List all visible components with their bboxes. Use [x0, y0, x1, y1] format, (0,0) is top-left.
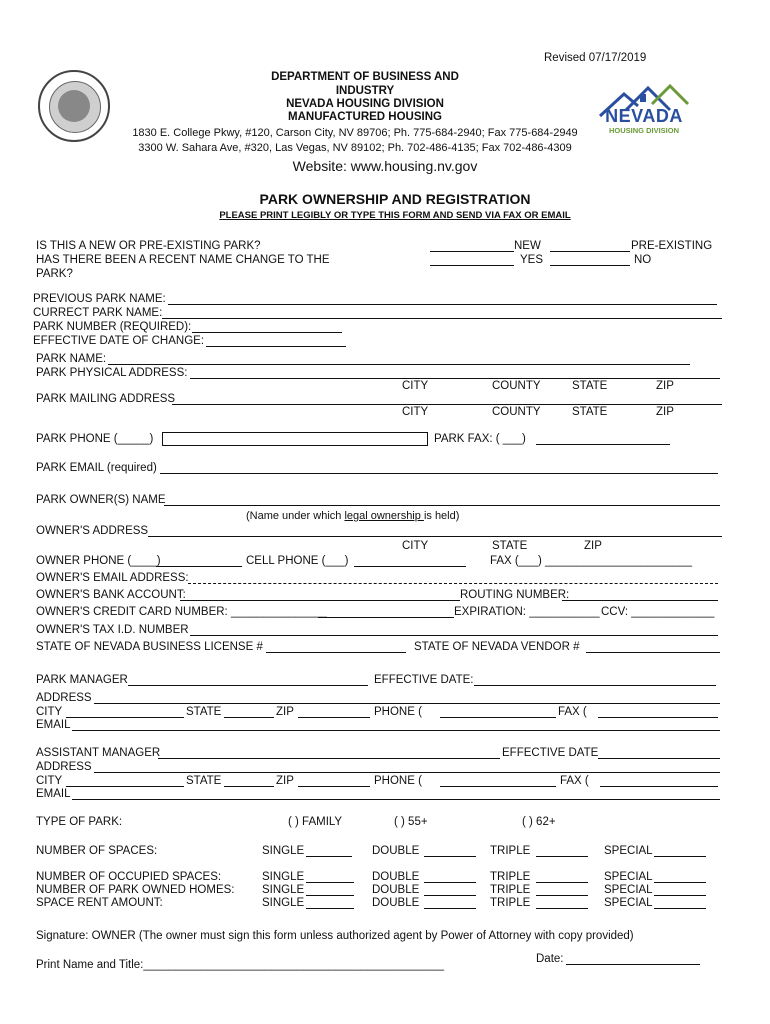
park-physical-address-field[interactable] — [190, 378, 720, 379]
tax-id-label: OWNER'S TAX I.D. NUMBER — [36, 624, 189, 636]
rent-triple-label: TRIPLE — [490, 897, 531, 909]
rent-double-label: DOUBLE — [372, 897, 420, 909]
yes-checkline[interactable] — [430, 265, 514, 266]
owner-phone-label: OWNER PHONE (____) — [36, 555, 161, 567]
logo-text: NEVADA — [605, 106, 683, 126]
owner-city-label: CITY — [402, 540, 429, 552]
assistant-address-field[interactable] — [94, 772, 720, 773]
assistant-city-label: CITY — [36, 775, 63, 787]
assistant-effective-date-label: EFFECTIVE DATE — [502, 747, 599, 759]
park-physical-address-label: PARK PHYSICAL ADDRESS: — [36, 367, 188, 379]
occupied-single-field[interactable] — [306, 882, 354, 883]
manager-zip-label: ZIP — [276, 706, 294, 718]
owned-special-field[interactable] — [654, 895, 706, 896]
assistant-city-field[interactable] — [66, 786, 184, 787]
manager-state-label: STATE — [186, 706, 222, 718]
owned-double-label: DOUBLE — [372, 884, 420, 896]
park-number-label: PARK NUMBER (REQUIRED): — [33, 321, 192, 333]
owners-email-field[interactable] — [188, 583, 718, 584]
effective-date-change-field[interactable] — [206, 346, 346, 347]
owned-double-field[interactable] — [424, 895, 476, 896]
rent-double-field[interactable] — [424, 908, 476, 909]
question-new-park: IS THIS A NEW OR PRE-EXISTING PARK? — [36, 240, 261, 252]
park-mailing-address-field[interactable] — [172, 404, 722, 405]
park-phone-label: PARK PHONE (_____) — [36, 433, 154, 445]
routing-number-label: ROUTING NUMBER: — [460, 589, 570, 601]
credit-card-field[interactable] — [318, 617, 454, 618]
owned-triple-field[interactable] — [536, 895, 588, 896]
owners-address-label: OWNER'S ADDRESS — [36, 525, 149, 537]
assistant-effective-date-field[interactable] — [598, 758, 720, 759]
county-label: COUNTY — [492, 380, 541, 392]
park-name-label: PARK NAME: — [36, 353, 107, 365]
legal-ownership-note: (Name under which legal ownership is held) — [246, 510, 460, 522]
family-checkbox[interactable]: ( ) FAMILY — [288, 816, 343, 828]
county-label-2: COUNTY — [492, 406, 541, 418]
owners-bank-label: OWNER'S BANK ACCOUNT: — [36, 589, 186, 601]
number-of-spaces-label: NUMBER OF SPACES: — [36, 845, 158, 857]
ccv-field[interactable]: CCV: _____________ — [601, 606, 715, 618]
sixtytwo-checkbox[interactable]: ( ) 62+ — [522, 816, 556, 828]
date-label: Date: — [536, 953, 564, 965]
state-label-2: STATE — [572, 406, 608, 418]
pre-existing-label: PRE-EXISTING — [631, 240, 713, 252]
rent-special-field[interactable] — [654, 908, 706, 909]
assistant-phone-field[interactable] — [440, 786, 556, 787]
spaces-double-label: DOUBLE — [372, 845, 420, 857]
assistant-fax-field[interactable] — [600, 786, 718, 787]
question-name-change-cont: PARK? — [36, 268, 73, 280]
spaces-triple-label: TRIPLE — [490, 845, 531, 857]
space-rent-label: SPACE RENT AMOUNT: — [36, 897, 163, 909]
city-label: CITY — [402, 380, 429, 392]
owners-address-field[interactable] — [148, 536, 722, 537]
cell-phone-field[interactable] — [354, 566, 466, 567]
manager-city-label: CITY — [36, 706, 63, 718]
owner-zip-label: ZIP — [584, 540, 602, 552]
city-label-2: CITY — [402, 406, 429, 418]
occupied-triple-label: TRIPLE — [490, 871, 531, 883]
print-name-title-field[interactable]: Print Name and Title:_______________________________________________ — [36, 959, 444, 971]
rent-special-label: SPECIAL — [604, 897, 653, 909]
website: Website: www.housing.nv.gov — [292, 158, 478, 174]
manager-phone-field[interactable] — [440, 717, 556, 718]
no-checkline[interactable] — [550, 265, 630, 266]
zip-label-2: ZIP — [656, 406, 674, 418]
fiftyfive-checkbox[interactable]: ( ) 55+ — [394, 816, 428, 828]
manager-effective-date-field[interactable] — [474, 685, 716, 686]
new-label: NEW — [514, 240, 541, 252]
vendor-label: STATE OF NEVADA VENDOR # — [414, 641, 580, 653]
occupied-special-label: SPECIAL — [604, 871, 653, 883]
park-owned-homes-label: NUMBER OF PARK OWNED HOMES: — [36, 884, 235, 896]
assistant-state-label: STATE — [186, 775, 222, 787]
park-fax-field[interactable] — [536, 444, 670, 445]
park-owner-name-label: PARK OWNER(S) NAME — [36, 494, 166, 506]
assistant-zip-label: ZIP — [276, 775, 294, 787]
occupied-special-field[interactable] — [654, 882, 706, 883]
department-line-3: NEVADA HOUSING DIVISION — [286, 98, 444, 110]
occupied-single-label: SINGLE — [262, 871, 305, 883]
assistant-email-label: EMAIL — [36, 788, 71, 800]
manager-state-field[interactable] — [224, 717, 274, 718]
owner-state-label: STATE — [492, 540, 528, 552]
occupied-triple-field[interactable] — [536, 882, 588, 883]
address-carson-city: 1830 E. College Pkwy, #120, Carson City, NV 89706; Ph. 775-684-2940; Fax 775-684-2949 — [132, 127, 578, 139]
park-manager-field[interactable] — [128, 685, 368, 686]
tax-id-field[interactable] — [190, 635, 718, 636]
state-seal-icon — [38, 70, 110, 142]
credit-card-label[interactable]: OWNER'S CREDIT CARD NUMBER: _______________ — [36, 606, 327, 618]
manager-zip-field[interactable] — [298, 717, 370, 718]
yes-label: YES — [520, 254, 544, 266]
current-park-name-label: CURRECT PARK NAME: — [33, 307, 163, 319]
assistant-state-field[interactable] — [224, 786, 274, 787]
manager-effective-date-label: EFFECTIVE DATE: — [374, 674, 474, 686]
manager-phone-label: PHONE ( — [374, 706, 422, 718]
park-mailing-address-label: PARK MAILING ADDRESS — [36, 393, 176, 405]
owned-special-label: SPECIAL — [604, 884, 653, 896]
zip-label: ZIP — [656, 380, 674, 392]
owned-triple-label: TRIPLE — [490, 884, 531, 896]
spaces-triple-field[interactable] — [536, 856, 588, 857]
department-line-4: MANUFACTURED HOUSING — [288, 111, 442, 123]
type-of-park-label: TYPE OF PARK: — [36, 816, 123, 828]
manager-fax-field[interactable] — [598, 717, 718, 718]
rent-single-field[interactable] — [306, 908, 354, 909]
park-manager-label: PARK MANAGER — [36, 674, 128, 686]
state-label: STATE — [572, 380, 608, 392]
assistant-address-label: ADDRESS — [36, 761, 92, 773]
occupied-double-label: DOUBLE — [372, 871, 420, 883]
owned-single-label: SINGLE — [262, 884, 305, 896]
expiration-field[interactable]: EXPIRATION: ___________ — [454, 606, 600, 618]
park-number-field[interactable] — [192, 332, 342, 333]
business-license-label: STATE OF NEVADA BUSINESS LICENSE # — [36, 641, 263, 653]
rent-single-label: SINGLE — [262, 897, 305, 909]
spaces-special-label: SPECIAL — [604, 845, 653, 857]
effective-date-change-label: EFFECTIVE DATE OF CHANGE: — [33, 335, 205, 347]
manager-city-field[interactable] — [66, 717, 184, 718]
manager-email-label: EMAIL — [36, 719, 71, 731]
park-email-label: PARK EMAIL (required) — [36, 462, 157, 474]
spaces-single-label: SINGLE — [262, 845, 305, 857]
routing-number-field[interactable] — [562, 600, 718, 601]
spaces-double-field[interactable] — [424, 856, 476, 857]
manager-fax-label: FAX ( — [558, 706, 587, 718]
rent-triple-field[interactable] — [536, 908, 588, 909]
assistant-phone-label: PHONE ( — [374, 775, 422, 787]
owned-single-field[interactable] — [306, 895, 354, 896]
park-fax-label: PARK FAX: ( ___) — [434, 433, 526, 445]
new-checkline[interactable] — [430, 251, 514, 252]
logo-subtext: HOUSING DIVISION — [608, 126, 679, 135]
park-email-field[interactable] — [160, 473, 718, 474]
park-phone-field[interactable] — [162, 432, 428, 446]
assistant-zip-field[interactable] — [298, 786, 370, 787]
park-name-field[interactable] — [108, 364, 690, 365]
current-park-name-field[interactable] — [162, 318, 722, 319]
spaces-special-field[interactable] — [654, 856, 706, 857]
owners-email-label: OWNER'S EMAIL ADDRESS: — [36, 572, 189, 584]
form-instruction: PLEASE PRINT LEGIBLY OR TYPE THIS FORM AND SEND VIA FAX OR EMAIL — [219, 210, 571, 221]
spaces-single-field[interactable] — [306, 856, 352, 857]
occupied-double-field[interactable] — [424, 882, 476, 883]
department-line-1: DEPARTMENT OF BUSINESS AND — [271, 71, 459, 83]
previous-park-name-field[interactable] — [168, 304, 717, 305]
pre-existing-checkline[interactable] — [550, 251, 630, 252]
cell-phone-label: CELL PHONE (___) — [246, 555, 349, 567]
form-title: PARK OWNERSHIP AND REGISTRATION — [259, 191, 531, 207]
manager-address-field[interactable] — [94, 703, 720, 704]
date-field[interactable] — [566, 964, 700, 965]
revised-date: Revised 07/17/2019 — [544, 52, 647, 64]
department-line-2: INDUSTRY — [335, 85, 395, 97]
business-license-field[interactable] — [266, 652, 406, 653]
assistant-manager-field[interactable] — [158, 758, 500, 759]
address-las-vegas: 3300 W. Sahara Ave, #320, Las Vegas, NV 89102; Ph. 702-486-4135; Fax 702-486-4309 — [138, 142, 572, 154]
occupied-spaces-label: NUMBER OF OCCUPIED SPACES: — [36, 871, 222, 883]
manager-email-field[interactable] — [72, 730, 720, 731]
assistant-manager-label: ASSISTANT MANAGER — [36, 747, 161, 759]
signature-line: Signature: OWNER (The owner must sign this form unless authorized agent by Power of Attorney with copy provided) — [36, 930, 634, 942]
assistant-email-field[interactable] — [72, 799, 720, 800]
owner-fax-field[interactable]: FAX (___) _______________________ — [490, 555, 693, 567]
previous-park-name-label: PREVIOUS PARK NAME: — [33, 293, 166, 305]
assistant-fax-label: FAX ( — [560, 775, 589, 787]
vendor-field[interactable] — [586, 652, 720, 653]
question-name-change: HAS THERE BEEN A RECENT NAME CHANGE TO THE — [36, 254, 330, 266]
manager-address-label: ADDRESS — [36, 692, 92, 704]
owners-bank-field[interactable] — [180, 600, 460, 601]
no-label: NO — [634, 254, 652, 266]
owner-phone-field[interactable] — [156, 566, 242, 567]
park-owner-name-field[interactable] — [164, 505, 720, 506]
